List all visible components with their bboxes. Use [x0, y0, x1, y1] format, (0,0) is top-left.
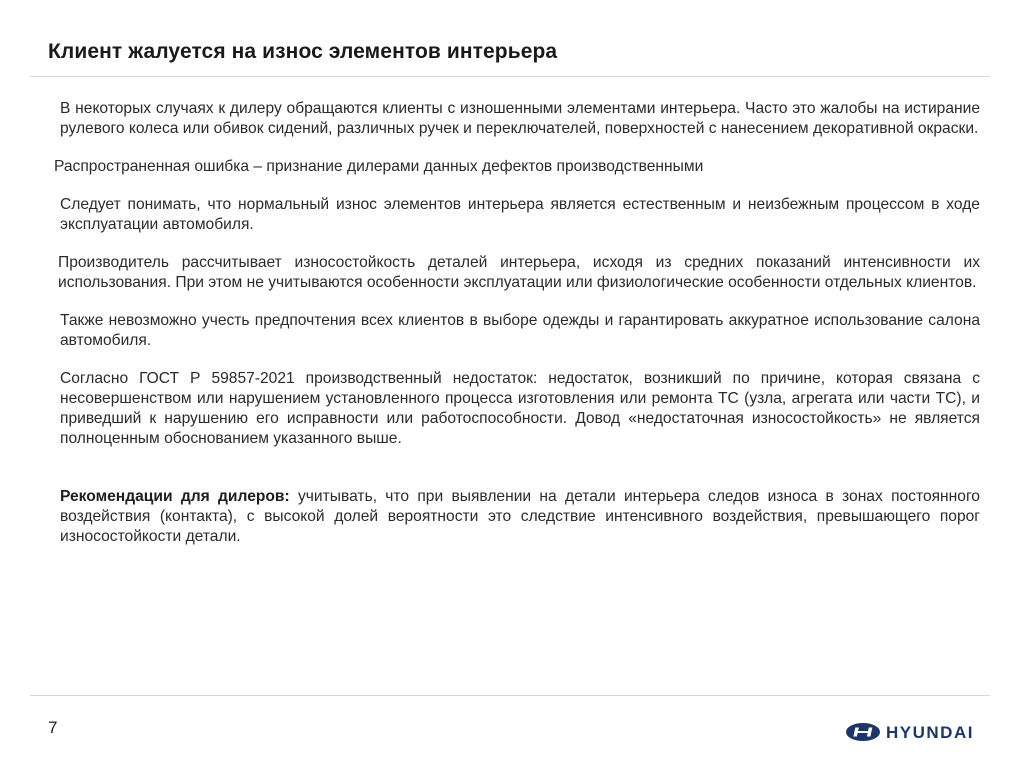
hyundai-wordmark: HYUNDAI	[886, 723, 974, 742]
hyundai-emblem-icon	[845, 722, 990, 742]
recommendation-text: учитывать, что при выявлении на детали интерьера следов износа в зонах постоянного воздействия (контакта), с высокой долей вероятности это следствие интенсивного воздействия, превышающего порог износостойкости детали.	[60, 488, 980, 545]
paragraph-recommendation	[36, 487, 980, 547]
title-divider	[30, 76, 990, 77]
paragraph-normal-wear: Следует понимать, что нормальный износ элементов интерьера является естественным и неизбежным процессом в ходе эксплуатации автомобиля.	[60, 196, 980, 233]
page-number: 7	[48, 718, 58, 737]
paragraph-manufacturer-calculation: Производитель рассчитывает износостойкость деталей интерьера, исходя из средних показаний интенсивности их использования. При этом не учитываются особенности эксплуатации или физиологические особенности отдельных клиентов.	[58, 254, 980, 291]
slide-title: Клиент жалуется на износ элементов интерьера	[48, 40, 558, 63]
paragraph-intro: В некоторых случаях к дилеру обращаются клиенты с изношенными элементами интерьера. Часто это жалобы на истирание рулевого колеса или обивок сидений, различных ручек и переключателей, поверхностей с нанесением декоративной окраски.	[60, 100, 980, 137]
recommendation-label: Рекомендации для дилеров:	[60, 488, 290, 505]
footer-divider	[30, 695, 990, 696]
paragraph-common-mistake: Распространенная ошибка – признание дилерами данных дефектов производственными	[54, 158, 704, 175]
slide-body	[36, 99, 980, 565]
paragraph-gost-definition: Согласно ГОСТ Р 59857-2021 производственный недостаток: недостаток, возникший по причине, которая связана с несовершенством или нарушением установленного процесса изготовления или ремонта ТС (узла, агрегата или части ТС), и приведший к нарушению его исправности или работоспособности. Довод «недостаточная износостойкость» не является полноценным обоснованием указанного выше.	[60, 370, 980, 447]
hyundai-logo	[845, 722, 990, 742]
paragraph-client-preferences: Также невозможно учесть предпочтения всех клиентов в выборе одежды и гарантировать аккуратное использование салона автомобиля.	[60, 312, 980, 349]
